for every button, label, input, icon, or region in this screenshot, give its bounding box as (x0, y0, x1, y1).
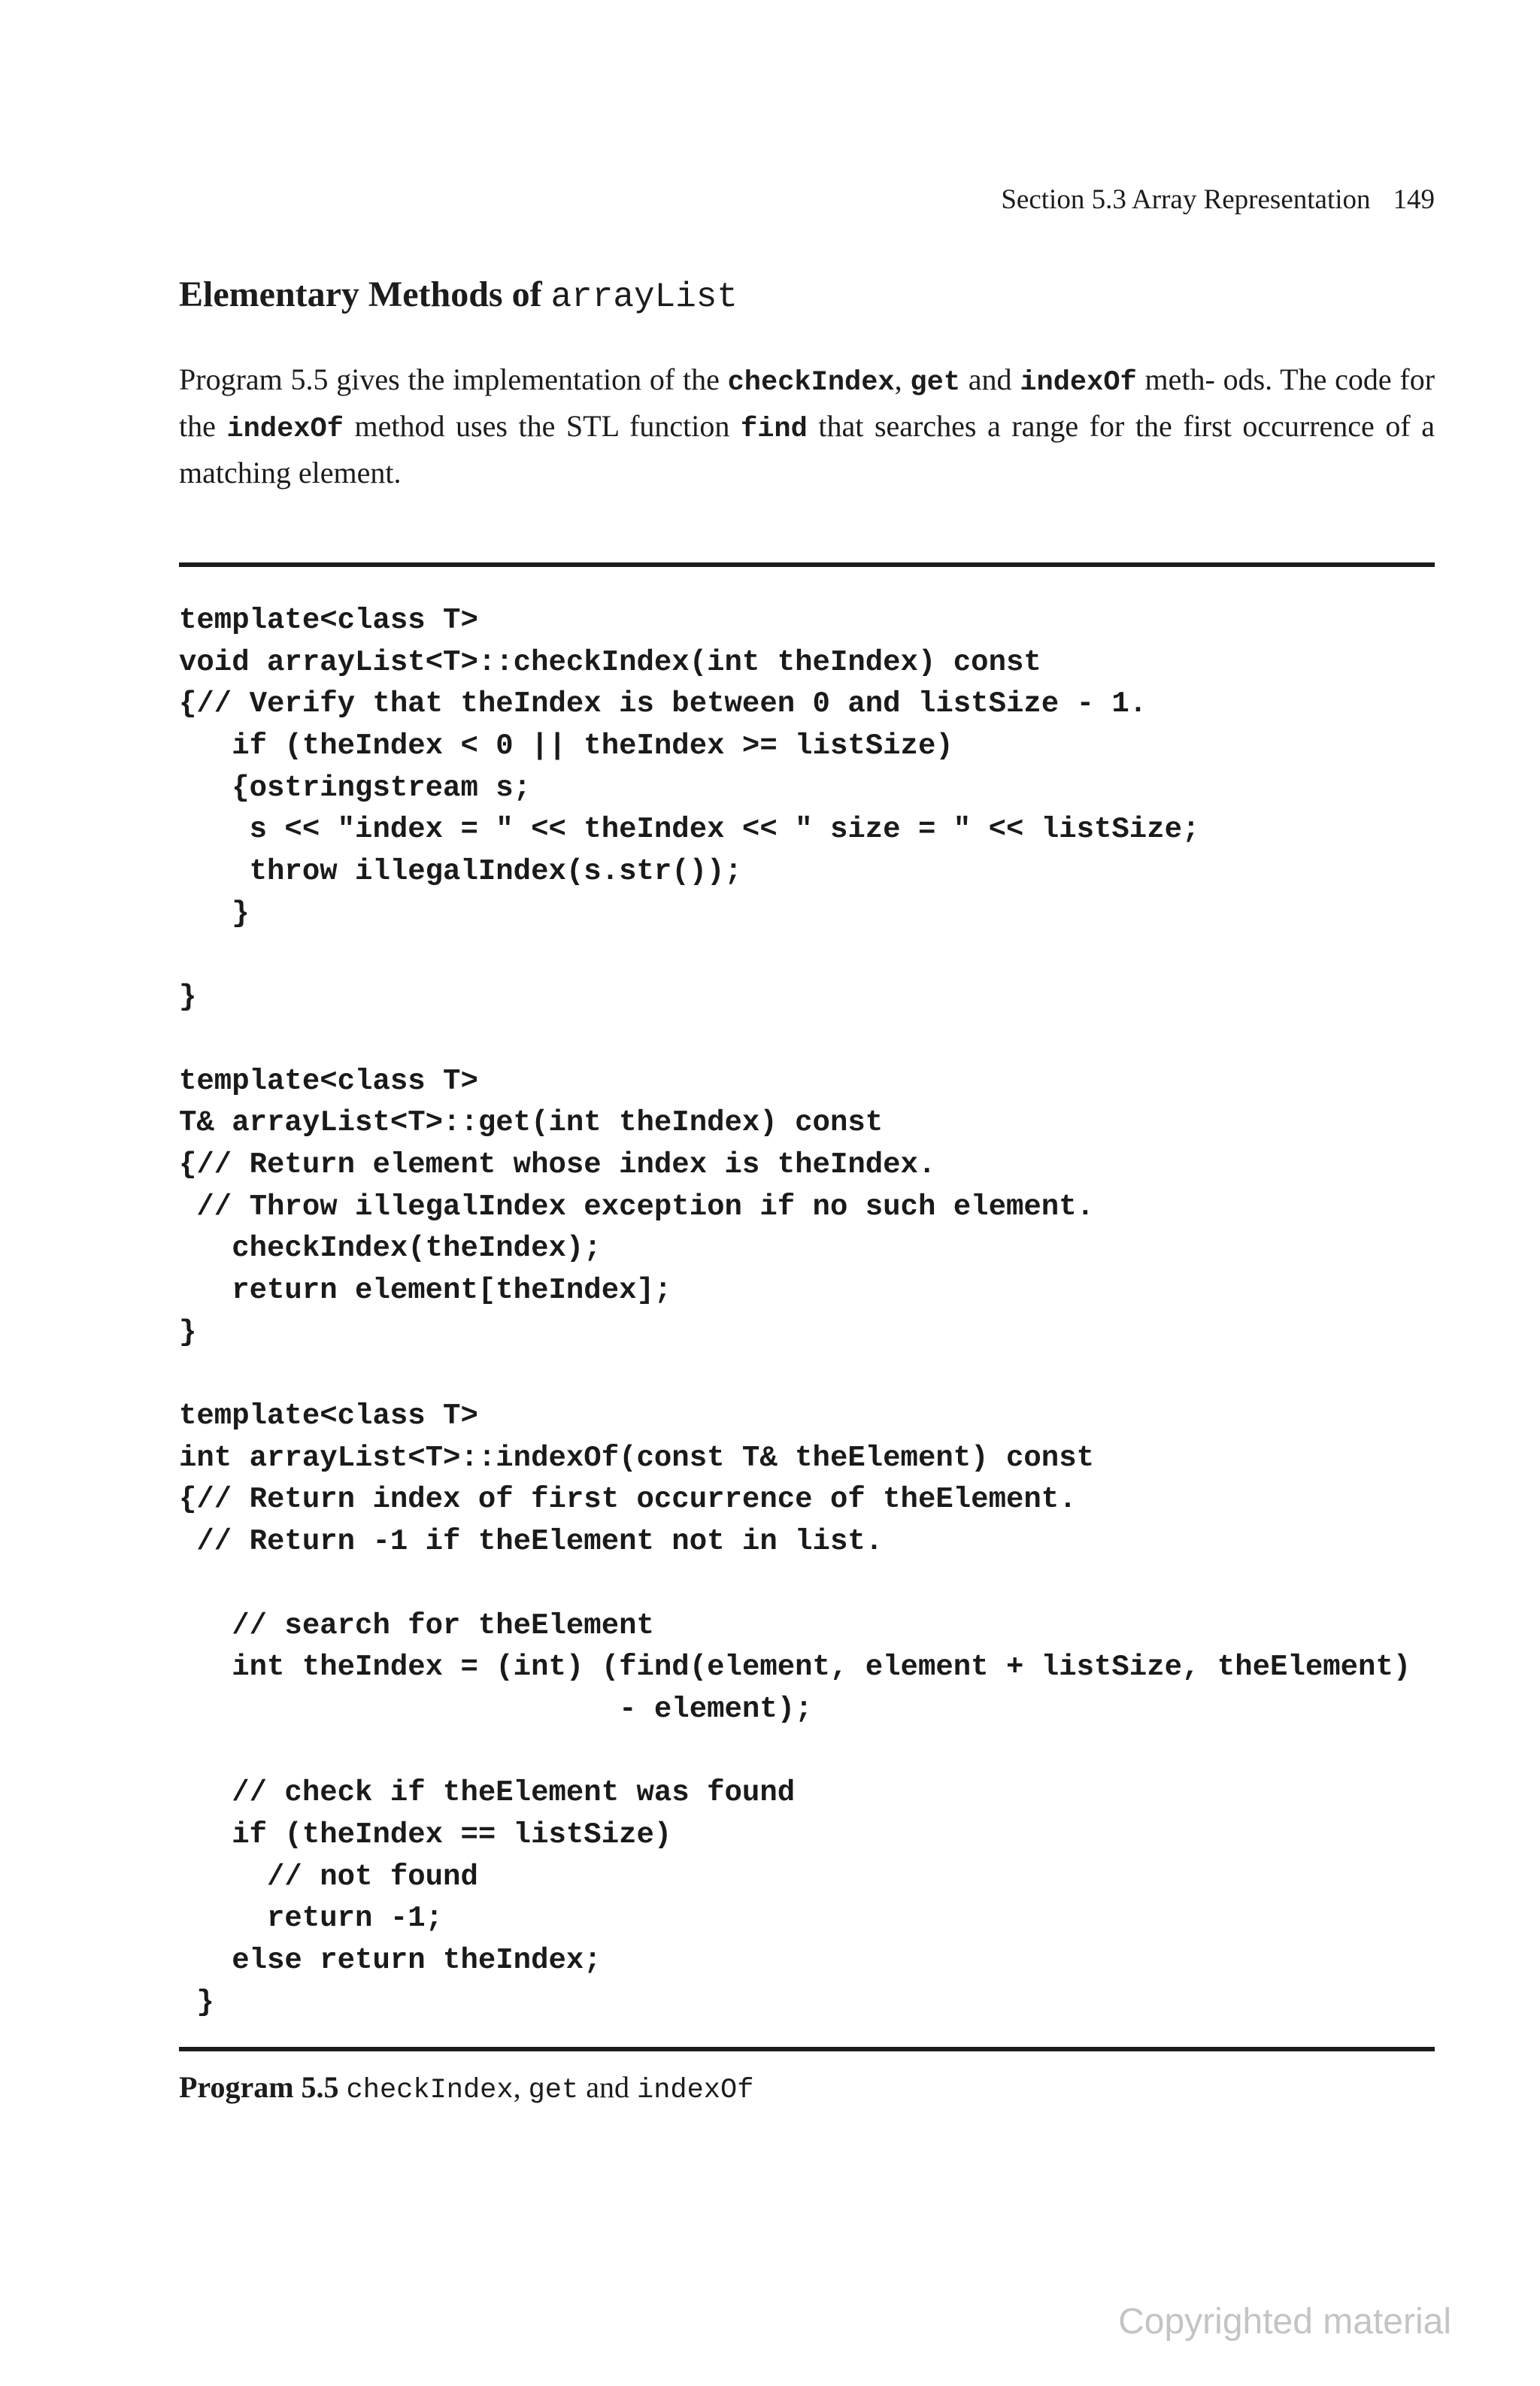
intro-text: that searches a range for the first occurrence of a matching element. (179, 409, 1435, 490)
intro-code: get (910, 367, 961, 399)
code-line: int theIndex = (int) (find(element, element + listSize, theElement) (179, 1651, 1411, 1684)
section-heading-code: arrayList (550, 277, 738, 317)
code-line: return element[theIndex]; (179, 1274, 672, 1307)
code-line: if (theIndex == listSize) (179, 1818, 672, 1851)
code-line: T& arrayList<T>::get(int theIndex) const (179, 1106, 884, 1140)
code-line: // not found (179, 1860, 478, 1893)
intro-code: indexOf (226, 414, 344, 445)
code-line: checkIndex(theIndex); (179, 1232, 602, 1266)
caption-code: get (528, 2075, 579, 2106)
code-line: throw illegalIndex(s.str()); (179, 855, 742, 889)
intro-text: , (894, 362, 911, 396)
code-line: return -1; (179, 1902, 444, 1936)
code-line (179, 1019, 1411, 1061)
copyright-watermark: Copyrighted material (1118, 2302, 1451, 2342)
code-line: // Throw illegalIndex exception if no such element. (179, 1190, 1094, 1223)
program-caption (179, 2069, 753, 2106)
code-line: } (179, 896, 250, 930)
section-heading-text: Elementary Methods of (179, 274, 551, 314)
caption-separator: and (578, 2070, 637, 2104)
code-line: template<class T> (179, 604, 478, 637)
program-bottom-rule (179, 2047, 1435, 2051)
code-line: if (theIndex < 0 || theIndex >= listSize) (179, 729, 953, 763)
code-line: // Return -1 if theElement not in list. (179, 1525, 884, 1559)
running-head (1001, 183, 1435, 216)
code-line: {// Return index of first occurrence of theElement. (179, 1483, 1077, 1517)
running-head-title: Section 5.3 Array Representation (1001, 184, 1371, 215)
caption-code: indexOf (636, 2075, 754, 2106)
code-line: template<class T> (179, 1399, 478, 1433)
page-number: 149 (1393, 184, 1435, 215)
code-line: {ostringstream s; (179, 771, 532, 805)
code-line: else return theIndex; (179, 1944, 602, 1977)
caption-code: checkIndex (346, 2075, 514, 2106)
code-line: } (179, 1985, 214, 2019)
intro-text: and (960, 362, 1020, 396)
code-line: {// Verify that theIndex is between 0 and listSize - 1. (179, 687, 1147, 721)
code-line: // search for theElement (179, 1608, 654, 1642)
intro-code: checkIndex (727, 367, 895, 399)
code-line (179, 1563, 1411, 1605)
code-line: } (179, 981, 197, 1014)
intro-code: indexOf (1020, 367, 1137, 399)
code-line: {// Return element whose index is theIndex. (179, 1148, 936, 1181)
code-line: s << "index = " << theIndex << " size = " << listSize; (179, 813, 1200, 847)
code-line: void arrayList<T>::checkIndex(int theIndex) const (179, 645, 1041, 679)
caption-separator: , (513, 2070, 529, 2104)
program-top-rule (179, 562, 1435, 567)
code-line: - element); (179, 1692, 813, 1726)
intro-paragraph (179, 358, 1435, 494)
intro-text: meth- ods. The code for the (179, 362, 1435, 443)
caption-label: Program 5.5 (179, 2070, 339, 2104)
intro-text: Program 5.5 gives the implementation of the (179, 362, 728, 396)
code-line: } (179, 1315, 197, 1349)
intro-code: find (741, 414, 808, 445)
section-heading (179, 274, 738, 317)
code-line (179, 1354, 1411, 1396)
intro-text: method uses the STL function (343, 409, 741, 443)
code-line: int arrayList<T>::indexOf(const T& theElement) const (179, 1441, 1094, 1475)
code-line (179, 935, 1411, 978)
code-line: template<class T> (179, 1064, 478, 1098)
code-line (179, 1731, 1411, 1773)
program-code-listing (179, 600, 1411, 2024)
code-line: // check if theElement was found (179, 1776, 796, 1810)
